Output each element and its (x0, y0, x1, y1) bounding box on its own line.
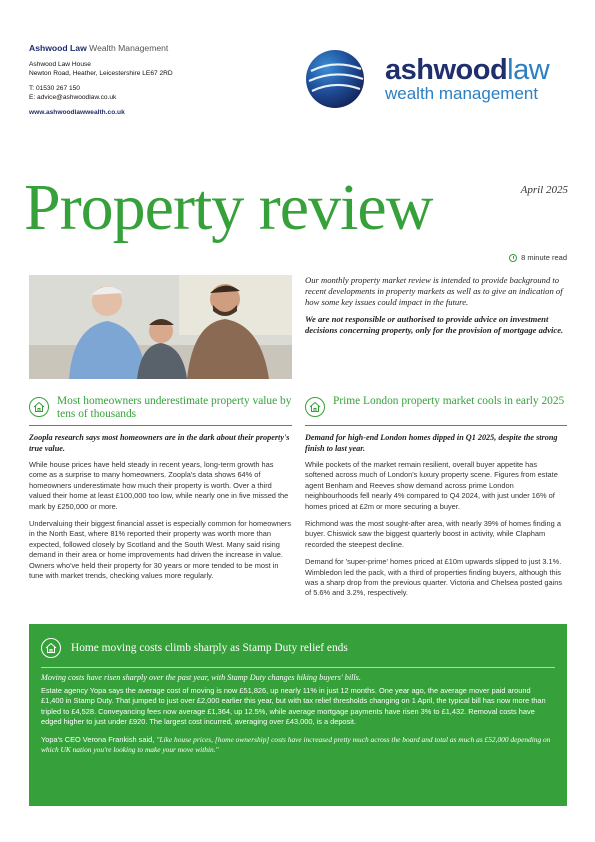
issue-date: April 2025 (520, 184, 568, 196)
article-3-quote: "Like house prices, [home ownership] costs have increased pretty much across the board and total as much as £52,000 depending on which UK nation you're looking to make your move within." (41, 734, 551, 755)
article-1-header (29, 395, 292, 421)
article-1-paragraph-2: Undervaluing their biggest financial asset is especially common for homeowners in the North East, where 81% reported their property was worth more than expected, followed closely by Scotland and the South West. Many said rising demand in their area or home improvements had driven the increase in value. Owners who've held their property for 30 years or more tended to be most in tune with market trends, checking values more regularly. (29, 519, 292, 581)
article-2-title: Prime London property market cools in early 2025 (333, 395, 565, 407)
page-title: Property review (24, 171, 433, 244)
logo-word-ashwood: ashwood (385, 54, 508, 86)
article-1-lead: Zoopla research says most homeowners are in the dark about their property's true value. (29, 433, 290, 453)
intro-paragraph-1: Our monthly property market review is intended to provide background to recent developments in property markets as well as to give an indication of how some key issues could impact in the future. (305, 275, 563, 307)
firm-name-rest: Wealth Management (89, 43, 169, 53)
logo-wordmark (385, 55, 549, 85)
read-time-label: 8 minute read (521, 253, 567, 262)
article-3-title: Home moving costs climb sharply as Stamp Duty relief ends (71, 642, 348, 654)
website-link[interactable]: www.ashwoodlawwealth.co.uk (29, 109, 125, 116)
logo-word-law: law (507, 54, 550, 86)
article-2-paragraph-2: Richmond was the most sought-after area, with nearly 39% of homes finding a buyer. Chiswick saw the biggest quarterly boost in activity, while Clapham recorded the steepest decline. (305, 519, 561, 549)
email: E: advice@ashwoodlaw.co.uk (29, 94, 117, 101)
read-time (509, 253, 567, 262)
firm-name (29, 44, 173, 53)
intro-disclaimer: We are not responsible or authorised to provide advice on investment decisions concerning property, only for the provision of mortgage advice. (305, 314, 564, 335)
article-2-divider (305, 425, 567, 426)
article-1-body (29, 460, 292, 588)
article-1-divider (29, 425, 292, 426)
ashwood-logo (305, 49, 570, 109)
firm-name-bold: Ashwood Law (29, 43, 87, 53)
address-line-2: Newton Road, Heather, Leicestershire LE67 2RD (29, 70, 173, 77)
family-photo (29, 275, 292, 379)
article-2-paragraph-3: Demand for 'super-prime' homes priced at £10m upwards slipped to just 3.1%. Wimbledon led the pack, with a third of properties finding buyers, although this was a sharp drop from the previous quarter. Victoria and Chelsea posted gains of 5.6% and 3.2%, respectively. (305, 557, 563, 598)
clock-icon (509, 254, 517, 262)
article-3-paragraph-1: Estate agency Yopa says the average cost of moving is now £51,826, up nearly 11% in just 12 months. One year ago, the average mover paid around £1,400 in Stamp Duty. That jumped to just over £2,000 earlier this year, but with tax relief thresholds changing on 1 April, the typical bill has now more than tripled to £4,528. Conveyancing fees now average £1,364, up 12.5%, while average mortgage payments have risen 3% to £1,432. Removal costs have edged higher to just under £920. The largest cost incurred, averaging over £43,000, is a deposit. (41, 686, 546, 727)
article-2-body (305, 460, 567, 606)
intro (305, 275, 567, 342)
article-2-lead: Demand for high-end London homes dipped in Q1 2025, despite the strong finish to last year. (305, 433, 558, 453)
article-2-paragraph-1: While pockets of the market remain resilient, overall buyer appetite has softened across much of London's luxury property scene. Figures from estate agent Benham and Reeves show demand across prime London neighbourhoods fell nearly 4% compared to Q4 2024, with just under 16% of homes priced at £2m or more securing a buyer. (305, 460, 558, 511)
house-icon (29, 397, 49, 417)
globe-logo-icon (305, 49, 365, 109)
article-3-body (41, 686, 555, 762)
article-3-lead: Moving costs have risen sharply over the past year, with Stamp Duty changes hiking buyers' bills. (41, 673, 361, 682)
article-3-quote-intro: Yopa's CEO Verona Frankish said, (41, 734, 157, 744)
feature-box (29, 624, 567, 806)
article-2-header (305, 395, 567, 417)
contact-block (29, 44, 173, 117)
article-3-paragraph-2 (41, 735, 555, 756)
address-line-1: Ashwood Law House (29, 61, 91, 68)
logo-tagline: wealth management (385, 84, 539, 103)
phone: T: 01530 267 150 (29, 85, 80, 92)
article-3-header (41, 638, 348, 658)
article-3-divider (41, 667, 555, 668)
article-1-title: Most homeowners underestimate property value by tens of thousands (57, 395, 292, 420)
house-icon (305, 397, 325, 417)
article-1-paragraph-1: While house prices have held steady in recent years, long-term growth has come as a surprise to many homeowners. Zoopla's data shows 64% of homeowners underestimate how much their property is worth. Over a third valued their home at least £100,000 too low, while nearly one in five missed the mark by £250,000 or more. (29, 460, 289, 511)
family-photo-illustration (29, 275, 292, 379)
house-icon (41, 638, 61, 658)
